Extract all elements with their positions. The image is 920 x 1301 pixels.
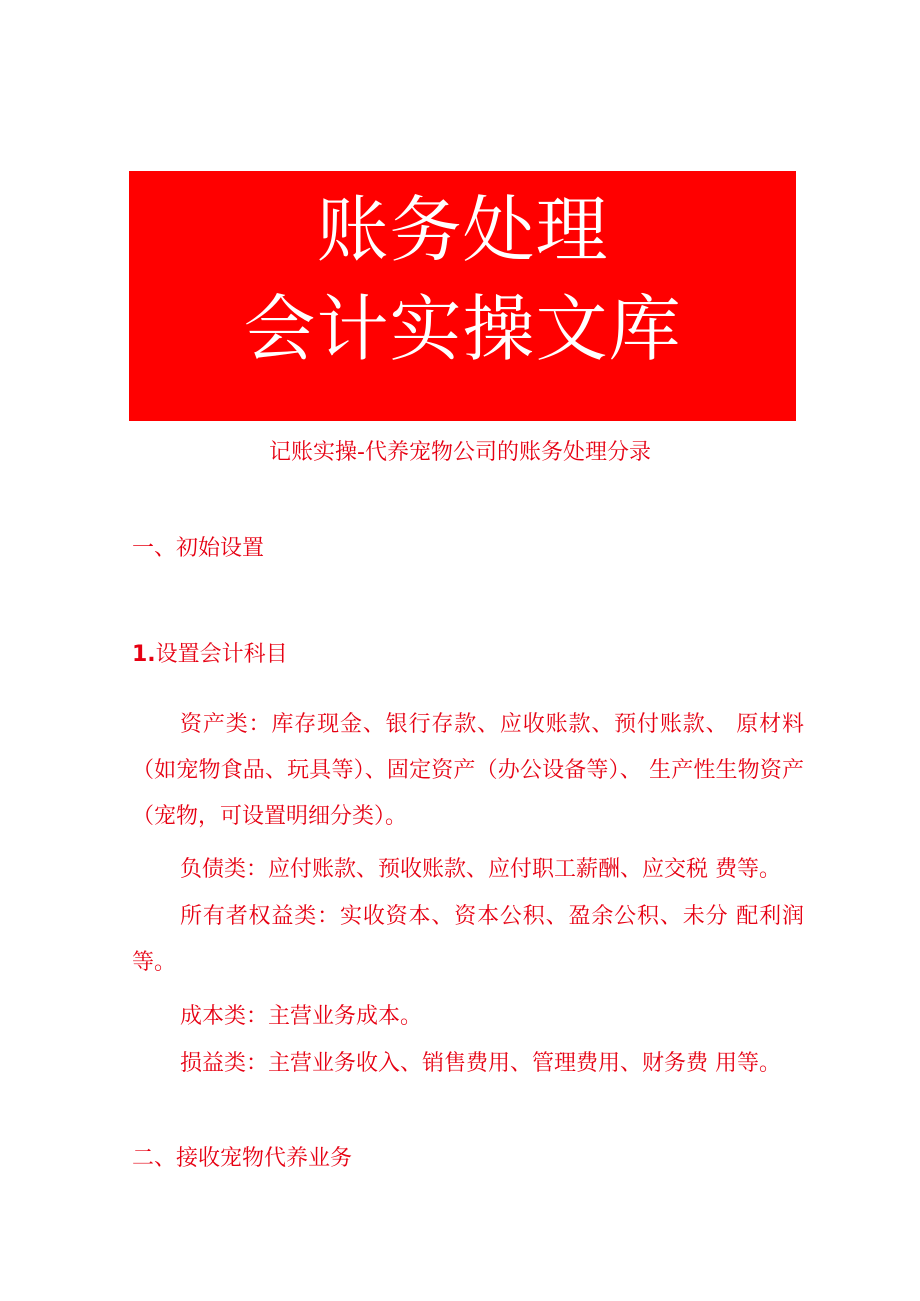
subsection-number: 1.	[132, 642, 156, 667]
paragraph-liabilities: 负债类：应付账款、预收账款、应付职工薪酬、应交税 费等。	[180, 857, 781, 882]
paragraph-profit-loss: 损益类：主营业务收入、销售费用、管理费用、财务费 用等。	[180, 1051, 781, 1076]
paragraph-assets: 资产类：库存现金、银行存款、应收账款、预付账款、 原材料（如宠物食品、玩具等）、固定资产（办公设备等）、 生产性生物资产（宠物，可设置明细分类）。	[132, 712, 804, 829]
paragraph-equity: 所有者权益类：实收资本、资本公积、盈余公积、未分 配利润等。	[132, 904, 804, 975]
section-heading-initial-setup: 一、初始设置	[132, 536, 265, 561]
document-subtitle: 记账实操-代养宠物公司的账务处理分录	[269, 440, 651, 465]
subsection-title: 设置会计科目	[155, 642, 288, 667]
paragraph-cost: 成本类：主营业务成本。	[180, 1004, 423, 1029]
subsection-heading-accounts	[132, 639, 288, 671]
section-heading-pet-boarding: 二、接收宠物代养业务	[132, 1146, 353, 1171]
banner-title-line1: 账务处理	[316, 188, 609, 272]
title-banner	[129, 171, 796, 421]
banner-title-line2: 会计实操文库	[243, 287, 682, 371]
